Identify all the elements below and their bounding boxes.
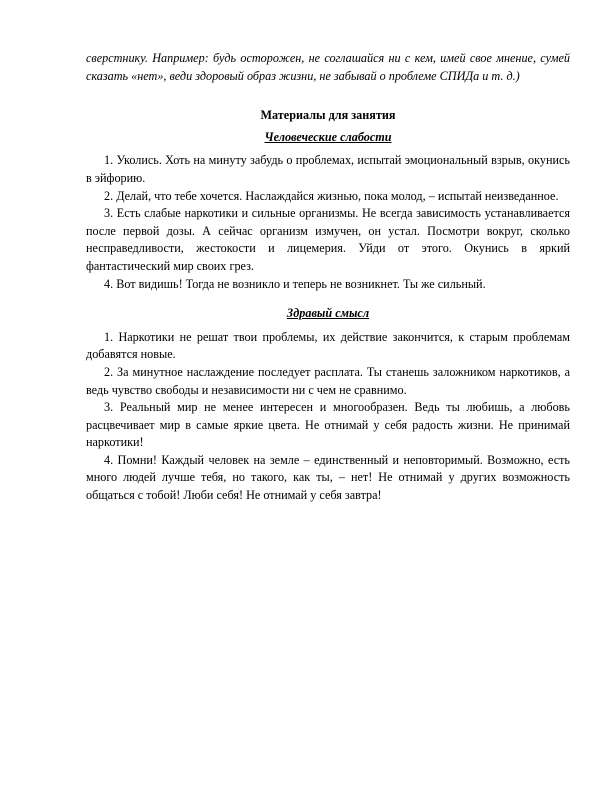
section-title-common-sense: Здравый смысл — [286, 306, 370, 321]
common-sense-item-1: 1. Наркотики не решат твои проблемы, их действие закончится, к старым проблемам добавятся новые. — [86, 329, 570, 362]
common-sense-item-2: 2. За минутное наслаждение последует расплата. Ты станешь заложником наркотиков, а ведь чувство свободы и независимости ни с чем не сравнимо. — [86, 364, 570, 397]
weakness-item-3: 3. Есть слабые наркотики и сильные организмы. Не всегда зависимость устанавливается после первой дозы. А сейчас организм измучен, он устал. Посмотри вокруг, сколько несправедливости, жестокости и лицемерия. Уйди от этого. Окунись в яркий фантастический мир своих грез. — [86, 206, 570, 273]
weakness-item-4: 4. Вот видишь! Тогда не возникло и теперь не возникнет. Ты же сильный. — [104, 276, 486, 291]
page-content — [86, 50, 570, 505]
weakness-item-1: 1. Уколись. Хоть на минуту забудь о проблемах, испытай эмоциональный взрыв, окунись в эйфорию. — [86, 153, 570, 185]
common-sense-item-4: 4. Помни! Каждый человек на земле – единственный и неповторимый. Возможно, есть много людей лучше тебя, но такого, как ты, – нет! Не отнимай у других возможность общаться с тобой! Люби себя! Не отнимай у себя завтра! — [86, 452, 570, 503]
intro-paragraph: сверстнику. Например: будь осторожен, не соглашайся ни с кем, имей свое мнение, сумей сказать «нет», веди здоровый образ жизни, не забывай о проблеме СПИДа и т. д.) — [86, 51, 570, 83]
common-sense-item-3: 3. Реальный мир не менее интересен и многообразен. Ведь ты любишь, а любовь расцвечивает мир в самые яркие цвета. Не отнимай у себя радость жизни. Не принимай наркотики! — [86, 400, 570, 450]
section-common-sense-list — [86, 329, 570, 505]
weakness-item-2: 2. Делай, что тебе хочется. Наслаждайся жизнью, пока молод, – испытай неизведанное. — [104, 188, 559, 203]
section-weaknesses-list — [86, 152, 570, 293]
materials-title: Материалы для занятия — [260, 108, 396, 123]
section-title-weaknesses: Человеческие слабости — [264, 129, 392, 144]
